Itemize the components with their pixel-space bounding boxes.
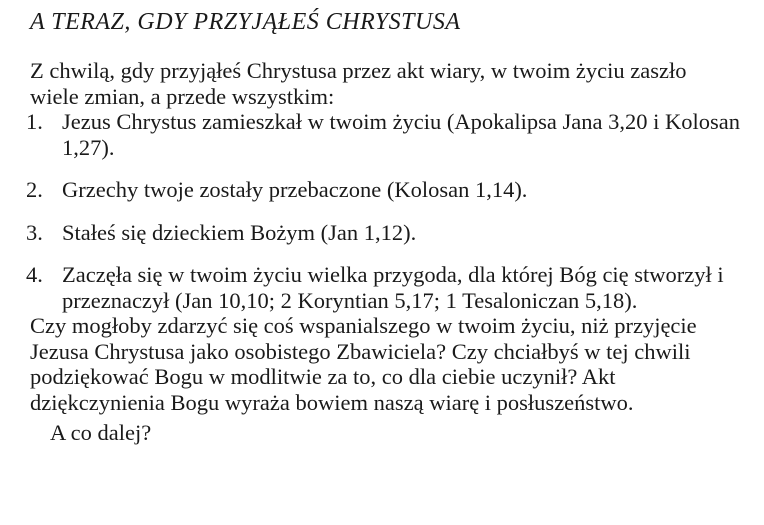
intro-paragraph: Z chwilą, gdy przyjąłeś Chrystusa przez akt wiary, w twoim życiu zaszło wiele zmian, a przede wszystkim: bbox=[30, 58, 687, 109]
list-item-text: Zaczęła się w twoim życiu wielka przygoda, dla której Bóg cię stworzył i przeznaczył (Jan 10,10; 2 Koryntian 5,17; 1 Tesaloniczan 5,18). bbox=[62, 262, 724, 313]
list-item bbox=[26, 109, 740, 160]
final-question: A co dalej? bbox=[50, 420, 152, 445]
list-item-number: 2. bbox=[26, 177, 43, 202]
list-item-text: Stałeś się dzieckiem Bożym (Jan 1,12). bbox=[62, 219, 417, 245]
changes-list bbox=[26, 109, 740, 313]
list-item-number: 1. bbox=[26, 109, 43, 134]
list-item bbox=[26, 262, 740, 313]
list-item bbox=[26, 220, 740, 246]
list-item bbox=[26, 177, 740, 203]
closing-paragraph: Czy mogłoby zdarzyć się coś wspanialszego w twoim życiu, niż przyjęcie Jezusa Chrystusa jako osobistego Zbawiciela? Czy chciałbyś w tej chwili podziękować Bogu w modlitwie za to, co dla ciebie uczynił? Akt dziękczynienia Bogu wyraża bowiem naszą wiarę i posłuszeństwo. bbox=[30, 313, 697, 415]
section-heading: A TERAZ, GDY PRZYJĄŁEŚ CHRYSTUSA bbox=[30, 9, 461, 35]
list-item-number: 4. bbox=[26, 262, 43, 287]
list-item-number: 3. bbox=[26, 219, 43, 245]
list-item-text: Jezus Chrystus zamieszkał w twoim życiu (Apokalipsa Jana 3,20 i Kolosan 1,27). bbox=[62, 109, 740, 160]
list-item-text: Grzechy twoje zostały przebaczone (Kolosan 1,14). bbox=[62, 177, 528, 202]
